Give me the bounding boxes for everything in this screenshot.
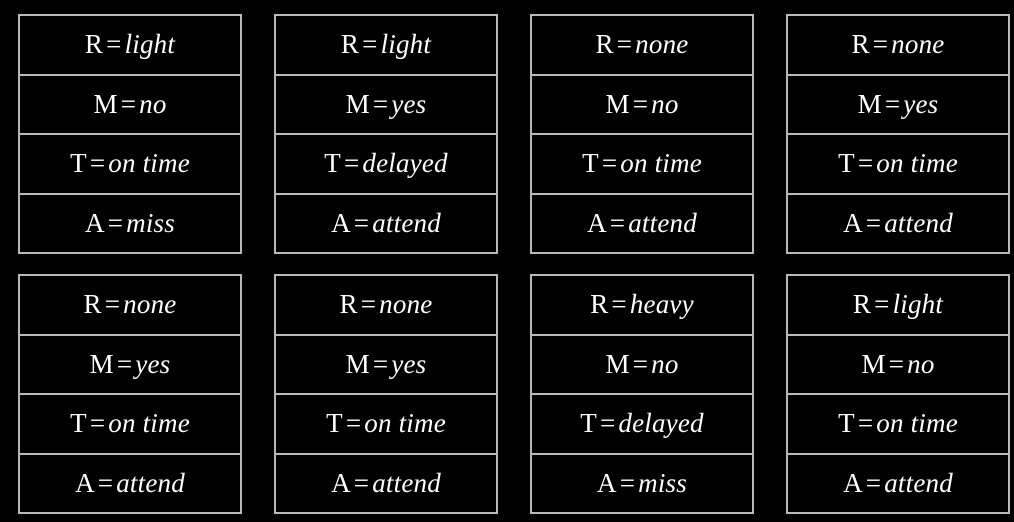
equals-sign: = [104,289,121,320]
card-row [532,455,752,513]
equals-sign: = [884,88,901,119]
card-row [532,276,752,336]
equals-sign: = [116,348,133,379]
value-label: attend [628,207,697,238]
value-label: no [907,348,935,379]
value-label: delayed [362,148,448,179]
card-row [20,135,240,195]
equals-sign: = [343,148,360,179]
value-label: light [124,29,176,60]
equals-sign: = [106,29,122,60]
card-row [532,395,752,455]
variable-label: M [861,348,886,379]
card-row [276,455,496,513]
card-row [532,336,752,396]
variable-label: A [75,467,95,498]
equals-sign: = [107,207,124,238]
attribute-card [18,14,242,254]
variable-label: T [838,408,855,439]
variable-label: R [595,29,614,60]
card-row [20,76,240,136]
card-row [532,195,752,253]
value-label: on time [876,148,958,179]
equals-sign: = [609,207,626,238]
equals-sign: = [360,289,377,320]
variable-label: T [70,408,87,439]
value-label: delayed [618,408,704,439]
value-label: attend [372,207,441,238]
equals-sign: = [353,467,370,498]
variable-label: M [345,348,370,379]
equals-sign: = [89,408,106,439]
value-label: none [891,29,945,60]
variable-label: A [843,207,863,238]
card-row [276,76,496,136]
card-row [276,195,496,253]
value-label: light [380,29,432,60]
variable-label: R [851,29,870,60]
variable-label: A [85,207,105,238]
value-label: yes [903,88,939,119]
value-label: on time [620,148,702,179]
equals-sign: = [362,29,378,60]
attribute-card [274,274,498,514]
card-row [276,135,496,195]
equals-sign: = [874,289,890,320]
value-label: no [651,348,679,379]
attribute-card [18,274,242,514]
variable-label: A [597,467,617,498]
card-row [532,76,752,136]
variable-label: R [84,29,104,60]
attribute-card [530,274,754,514]
value-label: miss [126,207,175,238]
card-row [276,276,496,336]
value-label: on time [108,148,190,179]
value-label: yes [135,348,171,379]
card-row [276,395,496,455]
variable-label: M [93,88,118,119]
value-label: yes [391,88,427,119]
equals-sign: = [865,467,882,498]
equals-sign: = [888,348,905,379]
card-row [532,16,752,76]
variable-label: A [331,207,351,238]
attribute-card [786,274,1010,514]
card-row [20,336,240,396]
value-label: none [635,29,689,60]
equals-sign: = [599,408,616,439]
value-label: miss [638,467,687,498]
equals-sign: = [857,408,874,439]
variable-label: A [843,467,863,498]
variable-label: M [857,88,882,119]
value-label: attend [884,467,953,498]
equals-sign: = [353,207,370,238]
variable-label: A [587,207,607,238]
equals-sign: = [611,289,627,320]
variable-label: T [838,148,855,179]
card-row [788,76,1008,136]
variable-label: T [580,408,597,439]
card-row [788,336,1008,396]
variable-label: T [326,408,343,439]
equals-sign: = [97,467,114,498]
card-row [276,336,496,396]
value-label: none [123,289,177,320]
variable-label: T [582,148,599,179]
variable-label: M [345,88,370,119]
card-row [788,135,1008,195]
value-label: no [651,88,679,119]
card-row [788,395,1008,455]
card-row [20,195,240,253]
equals-sign: = [619,467,636,498]
card-row [20,455,240,513]
value-label: no [139,88,167,119]
variable-label: M [605,348,630,379]
equals-sign: = [872,29,889,60]
variable-label: R [852,289,872,320]
equals-sign: = [345,408,362,439]
variable-label: R [83,289,102,320]
card-row [20,16,240,76]
value-label: light [892,289,944,320]
value-label: on time [364,408,446,439]
value-label: none [379,289,433,320]
value-label: yes [391,348,427,379]
equals-sign: = [89,148,106,179]
card-row [276,16,496,76]
equals-sign: = [372,348,389,379]
variable-label: A [331,467,351,498]
variable-label: R [340,29,360,60]
card-row [20,395,240,455]
variable-label: T [70,148,87,179]
attribute-card [274,14,498,254]
equals-sign: = [865,207,882,238]
card-row [20,276,240,336]
equals-sign: = [857,148,874,179]
value-label: attend [372,467,441,498]
value-label: on time [876,408,958,439]
variable-label: R [590,289,609,320]
equals-sign: = [601,148,618,179]
equals-sign: = [120,88,137,119]
equals-sign: = [616,29,633,60]
variable-label: R [339,289,358,320]
value-label: heavy [629,289,694,320]
variable-label: T [324,148,341,179]
card-row [788,276,1008,336]
card-row [532,135,752,195]
value-label: attend [884,207,953,238]
equals-sign: = [632,88,649,119]
card-row [788,16,1008,76]
value-label: attend [116,467,185,498]
value-label: on time [108,408,190,439]
variable-label: M [89,348,114,379]
card-row [788,455,1008,513]
equals-sign: = [372,88,389,119]
attribute-card [786,14,1010,254]
attribute-card [530,14,754,254]
equals-sign: = [632,348,649,379]
card-row [788,195,1008,253]
variable-label: M [605,88,630,119]
